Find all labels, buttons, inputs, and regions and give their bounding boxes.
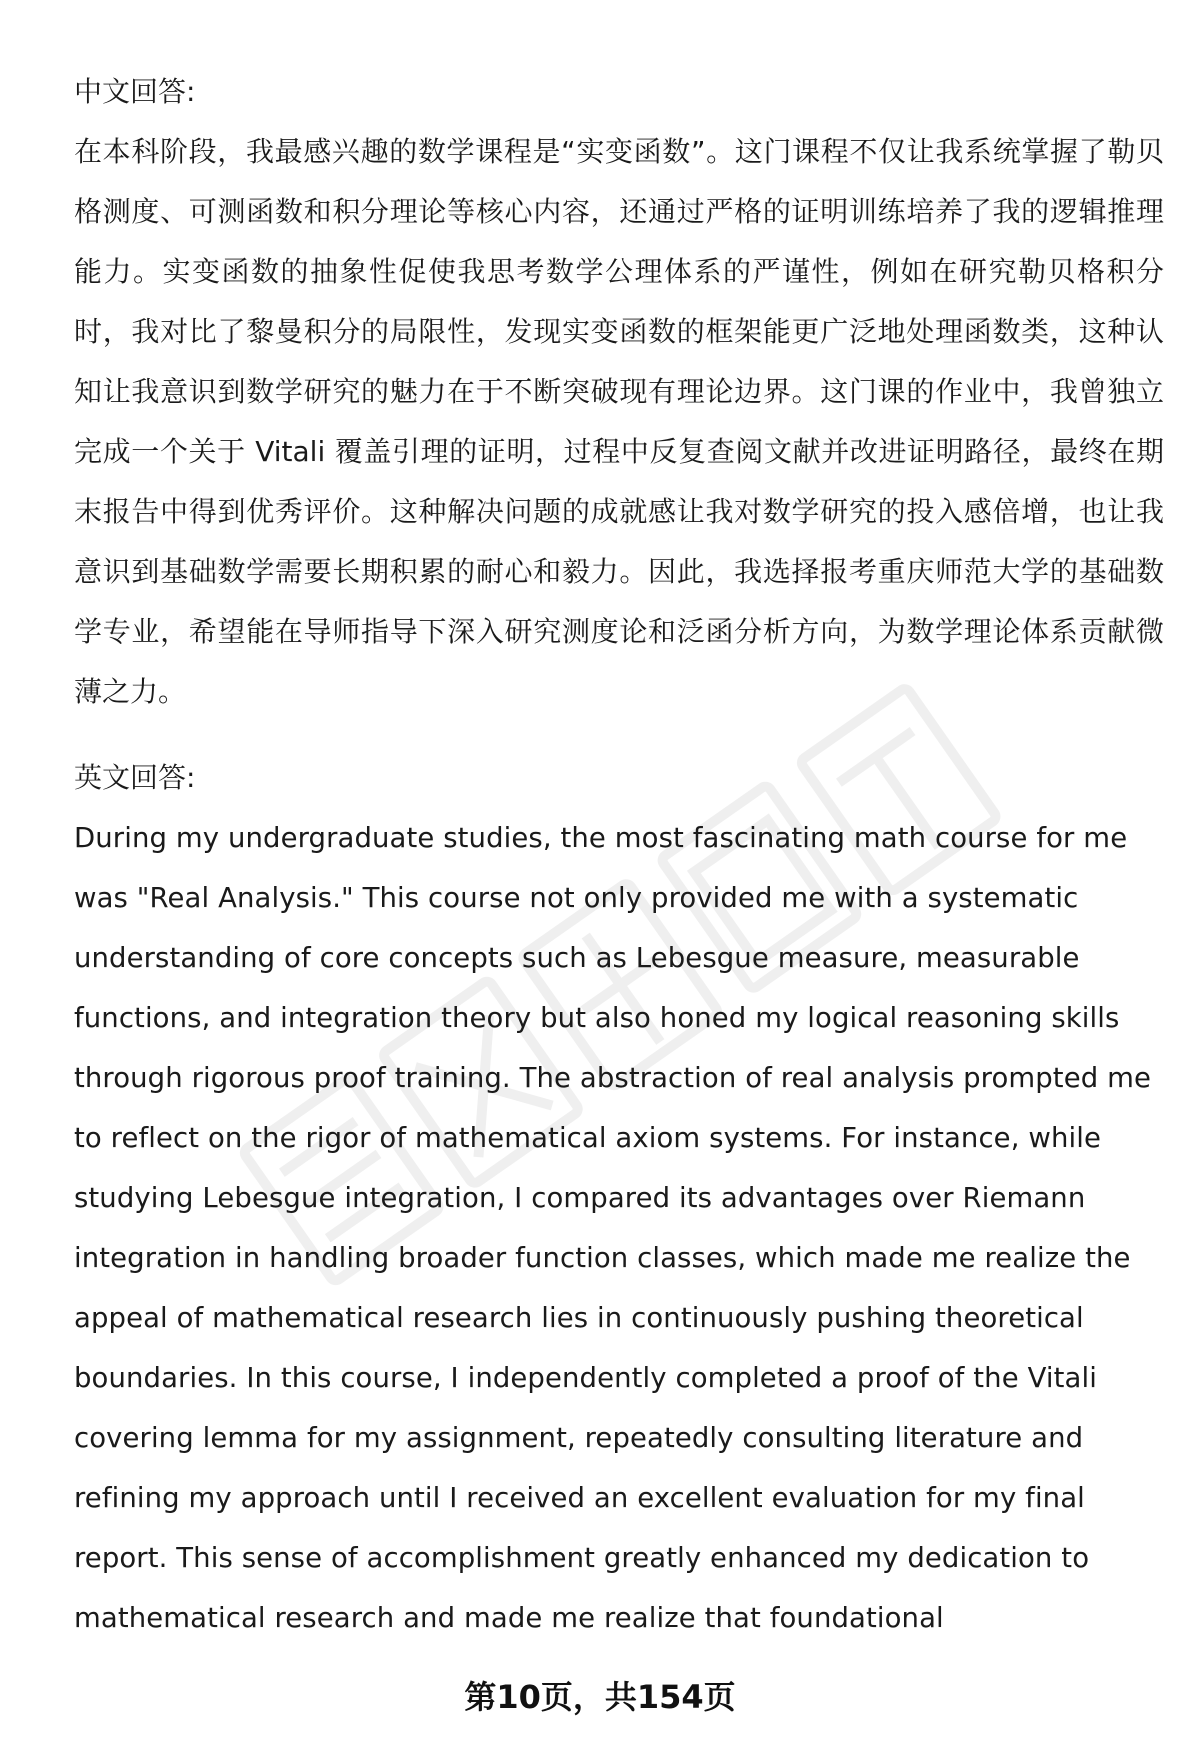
document-body	[74, 62, 1164, 1648]
chinese-answer-label: 中文回答:	[74, 75, 196, 108]
page-number: 第10页，共154页	[464, 1678, 736, 1716]
chinese-answer-paragraph: 在本科阶段，我最感兴趣的数学课程是“实变函数”。这门课程不仅让我系统掌握了勒贝格测度、可测函数和积分理论等核心内容，还通过严格的证明训练培养了我的逻辑推理能力。实变函数的抽象性促使我思考数学公理体系的严谨性，例如在研究勒贝格积分时，我对比了黎曼积分的局限性，发现实变函数的框架能更广泛地处理函数类，这种认知让我意识到数学研究的魅力在于不断突破现有理论边界。这门课的作业中，我曾独立完成一个关于 Vitali 覆盖引理的证明，过程中反复查阅文献并改进证明路径，最终在期末报告中得到优秀评价。这种解决问题的成就感让我对数学研究的投入感倍增，也让我意识到基础数学需要长期积累的耐心和毅力。因此，我选择报考重庆师范大学的基础数学专业，希望能在导师指导下深入研究测度论和泛函分析方向，为数学理论体系贡献微薄之力。	[74, 135, 1164, 708]
english-answer-label: 英文回答:	[74, 761, 196, 794]
english-answer-paragraph: During my undergraduate studies, the most fascinating math course for me was "Real Analysis." This course not only provided me with a systematic understanding of core concepts such as Lebesgue measure, measurable functions, and integration theory but also honed my logical reasoning skills through rigorous proof training. The abstraction of real analysis prompted me to reflect on the rigor of mathematical axiom systems. For instance, while studying Lebesgue integration, I compared its advantages over Riemann integration in handling broader function classes, which made me realize the appeal of mathematical research lies in continuously pushing theoretical boundaries. In this course, I independently completed a proof of the Vitali covering lemma for my assignment, repeatedly consulting literature and refining my approach until I received an excellent evaluation for my final report. This sense of accomplishment greatly enhanced my dedication to mathematical research and made me realize that foundational	[74, 822, 1152, 1634]
